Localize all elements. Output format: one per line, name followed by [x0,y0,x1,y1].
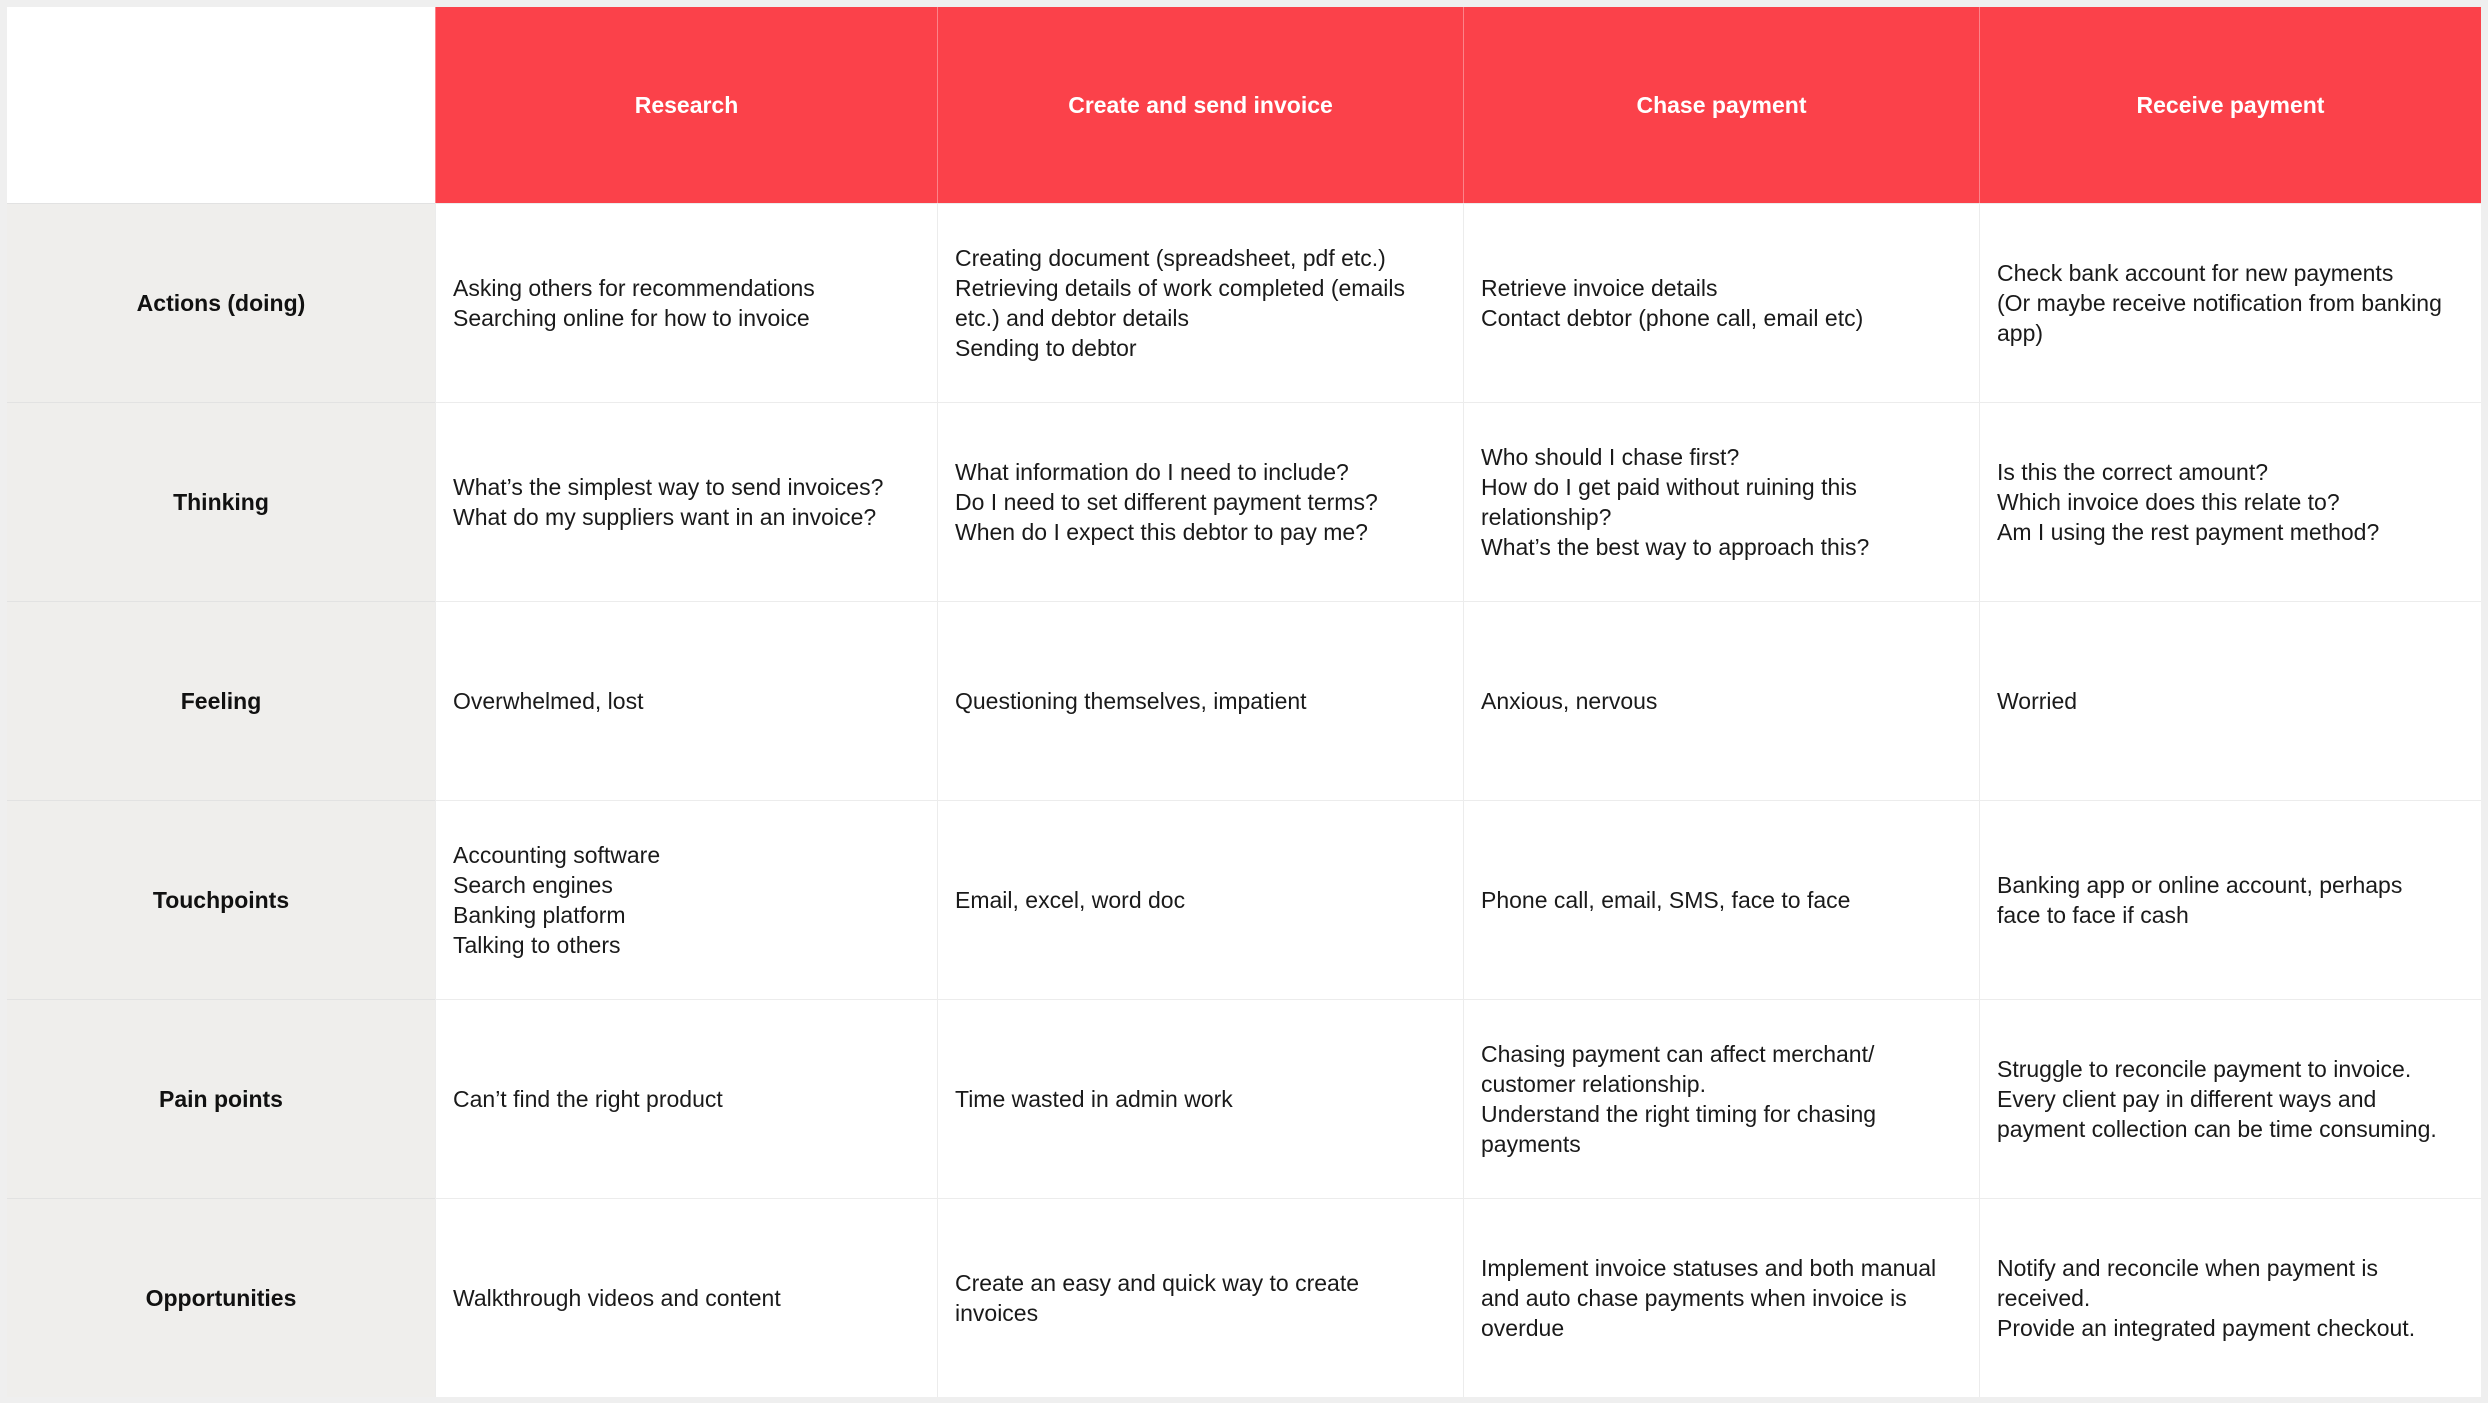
cell-line: Implement invoice statuses and both manual [1481,1255,1937,1281]
cell-line: Retrieve invoice details [1481,275,1718,301]
cell-line: Provide an integrated payment checkout. [1997,1315,2416,1341]
cell-line: Who should I chase first? [1481,444,1740,470]
cell-line: Which invoice does this relate to? [1997,489,2340,515]
cell-thinking-research [435,402,937,601]
row-label-opportunities: Opportunities [7,1198,435,1397]
cell-touchpoints-research [435,800,937,999]
cell-line: Banking app or online account, perhaps [1997,872,2403,898]
cell-opportunities-research [435,1198,937,1397]
cell-feeling-create-invoice [937,601,1463,800]
row-label-pain-points: Pain points [7,999,435,1198]
stage-header-receive-payment: Receive payment [1979,7,2481,203]
cell-pain-points-receive-payment [1979,999,2481,1198]
cell-line: payment collection can be time consuming. [1997,1116,2437,1142]
cell-line: Every client pay in different ways and [1997,1086,2377,1112]
cell-line: Struggle to reconcile payment to invoice. [1997,1056,2412,1082]
cell-line: face to face if cash [1997,902,2189,928]
cell-line: Phone call, email, SMS, face to face [1481,887,1851,913]
cell-actions-receive-payment [1979,203,2481,402]
cell-line: Search engines [453,872,613,898]
cell-pain-points-research [435,999,937,1198]
cell-line: Anxious, nervous [1481,688,1658,714]
cell-line: Worried [1997,688,2078,714]
cell-thinking-create-invoice [937,402,1463,601]
cell-opportunities-receive-payment [1979,1198,2481,1397]
cell-line: Time wasted in admin work [955,1086,1233,1112]
cell-line: Banking platform [453,902,626,928]
cell-line: app) [1997,320,2044,346]
row-label-touchpoints: Touchpoints [7,800,435,999]
cell-line: Creating document (spreadsheet, pdf etc.) [955,245,1386,271]
stage-header-create-and-send-invoice: Create and send invoice [937,7,1463,203]
cell-thinking-chase-payment [1463,402,1979,601]
row-label-actions: Actions (doing) [7,203,435,402]
cell-opportunities-create-invoice [937,1198,1463,1397]
cell-line: What information do I need to include? [955,459,1349,485]
cell-line: Notify and reconcile when payment is [1997,1255,2378,1281]
cell-line: relationship? [1481,504,1612,530]
cell-feeling-chase-payment [1463,601,1979,800]
cell-line: What do my suppliers want in an invoice? [453,504,877,530]
cell-touchpoints-create-invoice [937,800,1463,999]
cell-line: etc.) and debtor details [955,305,1189,331]
cell-line: Create an easy and quick way to create [955,1270,1360,1296]
cell-touchpoints-receive-payment [1979,800,2481,999]
cell-line: Email, excel, word doc [955,887,1186,913]
cell-line: Chasing payment can affect merchant/ [1481,1041,1875,1067]
cell-pain-points-chase-payment [1463,999,1979,1198]
cell-line: Sending to debtor [955,335,1137,361]
row-label-feeling: Feeling [7,601,435,800]
cell-line: invoices [955,1300,1039,1326]
cell-line: payments [1481,1131,1581,1157]
cell-line: Walkthrough videos and content [453,1285,781,1311]
cell-line: Contact debtor (phone call, email etc) [1481,305,1864,331]
cell-pain-points-create-invoice [937,999,1463,1198]
cell-line: Accounting software [453,842,661,868]
cell-line: and auto chase payments when invoice is [1481,1285,1907,1311]
cell-line: Questioning themselves, impatient [955,688,1307,714]
cell-feeling-research [435,601,937,800]
journey-map-table [7,7,2481,1396]
corner-cell [7,7,435,203]
cell-line: Do I need to set different payment terms? [955,489,1378,515]
cell-thinking-receive-payment [1979,402,2481,601]
cell-actions-research [435,203,937,402]
cell-line: Asking others for recommendations [453,275,815,301]
cell-line: What’s the best way to approach this? [1481,534,1870,560]
cell-feeling-receive-payment [1979,601,2481,800]
cell-line: Check bank account for new payments [1997,260,2394,286]
cell-line: Overwhelmed, lost [453,688,644,714]
cell-opportunities-chase-payment [1463,1198,1979,1397]
cell-line: customer relationship. [1481,1071,1706,1097]
cell-line: received. [1997,1285,2091,1311]
cell-actions-chase-payment [1463,203,1979,402]
cell-line: How do I get paid without ruining this [1481,474,1857,500]
cell-line: Understand the right timing for chasing [1481,1101,1877,1127]
stage-header-chase-payment: Chase payment [1463,7,1979,203]
cell-line: Is this the correct amount? [1997,459,2269,485]
cell-touchpoints-chase-payment [1463,800,1979,999]
cell-line: Retrieving details of work completed (emails [955,275,1405,301]
cell-line: Am I using the rest payment method? [1997,519,2380,545]
row-label-thinking: Thinking [7,402,435,601]
cell-line: overdue [1481,1315,1565,1341]
cell-line: Talking to others [453,932,621,958]
cell-line: What’s the simplest way to send invoices? [453,474,884,500]
cell-line: Searching online for how to invoice [453,305,810,331]
cell-actions-create-invoice [937,203,1463,402]
cell-line: Can’t find the right product [453,1086,723,1112]
cell-line: When do I expect this debtor to pay me? [955,519,1368,545]
cell-line: (Or maybe receive notification from banking [1997,290,2442,316]
stage-header-research: Research [435,7,937,203]
